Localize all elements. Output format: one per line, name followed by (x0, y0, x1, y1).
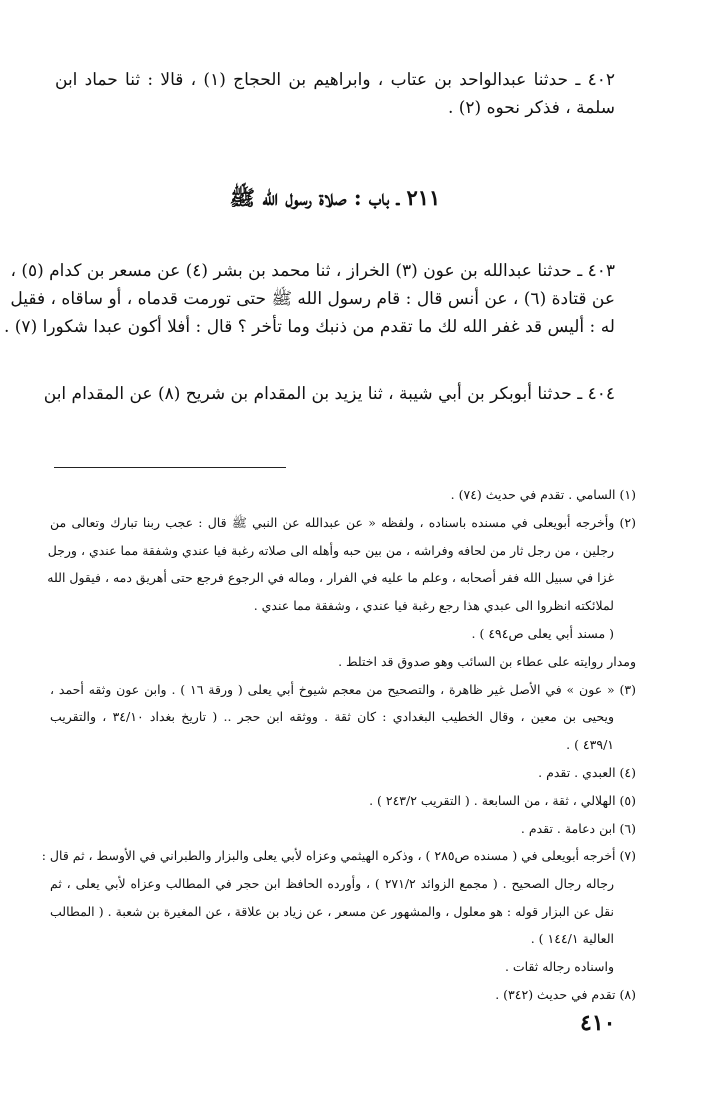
footnote-line: (٣) « عون » في الأصل غير ظاهرة ، والتصحيح من معجم شيوخ أبي يعلى ( ورقة ١٦ ) . وابن عون وثقه أحمد ، (50, 682, 636, 697)
hadith-402 (55, 66, 615, 122)
hadith-403 (3, 257, 615, 341)
footnote-line: (٢) وأخرجه أبويعلى في مسنده باسناده ، ولفظه « عن عبدالله عن النبي ﷺ قال : عجب ربنا تبارك وتعالى من (50, 515, 636, 530)
footnote-separator (54, 467, 286, 468)
footnote-line: ويحيى بن معين ، وقال الخطيب البغدادي : كان ثقة . ووثقه ابن حجر .. ( تاريخ بغداد ٣٤/١٠ ، والتقريب (50, 709, 615, 724)
footnote-line: (٥) الهلالي ، ثقة ، من السابعة . ( التقريب ٢٤٣/٢ ) . (369, 793, 636, 808)
footnote-line: غزا في سبيل الله ففر أصحابه ، وعلم ما عليه في الفرار ، وماله في الرجوع فرجع حتى أهريق دمه ، فيقول الله (47, 570, 614, 585)
footnote-line: (٤) العبدي . تقدم . (538, 765, 636, 780)
footnote-line: (٦) ابن دعامة . تقدم . (520, 821, 636, 836)
chapter-heading: ٢١١ ـ باب : صلاة رسول الله ﷺ (229, 185, 441, 210)
text-line: ٤٠٤ ـ حدثنا أبوبكر بن أبي شيبة ، ثنا يزيد بن المقدام بن شريح (٨) عن المقدام ابن (43, 384, 615, 404)
footnote-line: واسناده رجاله ثقات . (504, 959, 614, 974)
text-line: عن قتادة (٦) ، عن أنس قال : قام رسول الله ﷺ حتى تورمت قدماه ، أو ساقاه ، فقيل (10, 289, 615, 309)
text-line: ٤٠٢ ـ حدثنا عبدالواحد بن عتاب ، وابراهيم بن الحجاج (١) ، قالا : ثنا حماد ابن (55, 70, 615, 90)
text-line: سلمة ، فذكر نحوه (٢) . (447, 98, 615, 118)
footnote-line: لملائكته انظروا الى عبدي هذا رجع رغبة فيا عندي ، وشفقة مما عندي . (253, 598, 614, 613)
footnote-line: (١) السامي . تقدم في حديث (٧٤) . (450, 487, 636, 502)
footnote-line: ومدار روايته على عطاء بن السائب وهو صدوق قد اختلط . (338, 654, 636, 669)
footnote-line: رجلين ، من رجل ثار من لحافه وفراشه ، من بين حبه وأهله الى صلاته رغبة فيا عندي وشفقة مما عندي ، ورجل (47, 543, 614, 558)
footnote-line: (٧) أخرجه أبويعلى في ( مسنده ص٢٨٥ ) ، وذكره الهيثمي وعزاه لأبي يعلى والبزار والطبراني في الأوسط ، ثم قال : (41, 848, 636, 863)
text-line: ٤٠٣ ـ حدثنا عبدالله بن عون (٣) الخراز ، ثنا محمد بن بشر (٤) عن مسعر بن كدام (٥) ، (10, 261, 615, 281)
footnote-line: ٤٣٩/١ ) . (566, 737, 614, 752)
footnote-line: رجاله رجال الصحيح . ( مجمع الزوائد ٢٧١/٢ ) ، وأورده الحافظ ابن حجر في المطالب وعزاه لأبي يعلى ، ثم (50, 876, 614, 891)
footnote-line: نقل عن البزار قوله : هو معلول ، والمشهور عن مسعر ، عن زياد بن علاقة ، عن المغيرة بن شعبة . ( المطالب (50, 904, 614, 919)
hadith-404 (43, 380, 615, 408)
footnote-line: ( مسند أبي يعلى ص٤٩٤ ) . (471, 626, 614, 641)
page-number: ٤١٠ (580, 1010, 616, 1036)
footnote-line: العالية ١٤٤/١ ) . (530, 931, 614, 946)
text-line: له : أليس قد غفر الله لك ما تقدم من ذنبك وما تأخر ؟ قال : أفلا أكون عبدا شكورا (٧) . (3, 317, 615, 337)
footnote-line: (٨) تقدم في حديث (٣٤٢) . (495, 987, 636, 1002)
